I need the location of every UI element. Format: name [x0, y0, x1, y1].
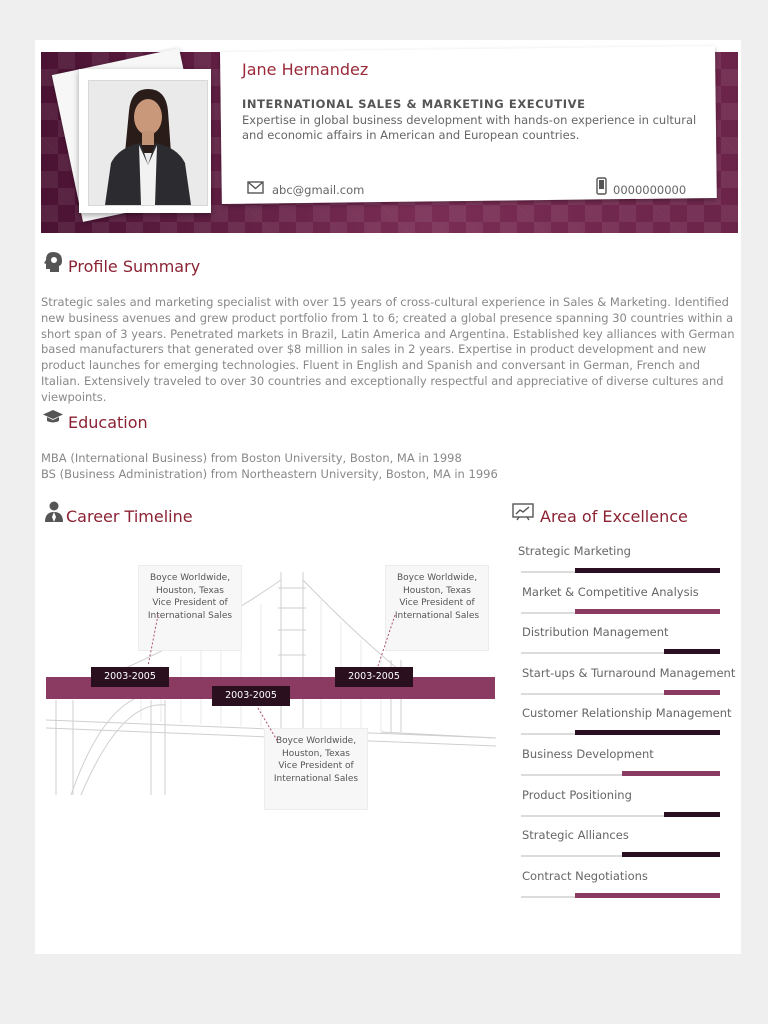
profile-summary-text: Strategic sales and marketing specialist with over 15 years of cross-cultural experience in Sales & Marketing. Identified new business avenues and grew product portfolio from 1 to 6; created a global presence spanning 30 countries within a short span of 3 years. Penetrated markets in Brazil, Latin America and Argentina. Established key alliances with German based manufacturers that generated over $8 million in sales in 2 years. Expertise in product development and new product launches for emerging technologies. Fluent in English and Spanish and conversant in German, French and Italian. Extensively traveled to over 30 countries and exceptionally respectful and appreciative of diverse cultures and viewpoints.	[41, 295, 735, 404]
skill-bar-fill	[575, 609, 720, 614]
skill-label: Product Positioning	[522, 787, 632, 802]
skill-bar-fill	[575, 893, 720, 898]
skill-label: Strategic Marketing	[518, 544, 631, 558]
job-title: INTERNATIONAL SALES & MARKETING EXECUTIVE	[242, 97, 586, 111]
timeline-period-label: 2003-2005	[212, 686, 290, 706]
skill-bar-fill	[664, 649, 720, 654]
company-location: Houston, Texas	[155, 585, 224, 596]
skill-label: Strategic Alliances	[522, 828, 629, 843]
job-role: International Sales	[394, 610, 480, 621]
skill-bar-fill	[575, 568, 720, 573]
chart-icon	[512, 503, 534, 521]
skill-label: Distribution Management	[522, 625, 669, 640]
job-role: Vice President of	[152, 598, 228, 608]
area-of-excellence-heading: Area of Excellence	[540, 507, 688, 526]
company-location: Houston, Texas	[281, 748, 350, 759]
phone-number[interactable]: 0000000000	[613, 183, 687, 197]
skill-label: Start-ups & Turnaround Management	[522, 665, 736, 680]
skill-label: Contract Negotiations	[522, 868, 648, 883]
skill-label: Customer Relationship Management	[522, 706, 732, 721]
company-name: Boyce Worldwide,	[275, 736, 357, 746]
education-heading: Education	[68, 413, 148, 432]
skill-bar-fill	[575, 730, 720, 735]
timeline-period-label: 2003-2005	[335, 667, 413, 687]
skill-label: Market & Competitive Analysis	[522, 584, 699, 599]
job-role: Vice President of	[278, 761, 354, 771]
skill-bar-fill	[664, 690, 720, 695]
job-role: International Sales	[147, 610, 233, 621]
skill-bar-fill	[622, 852, 720, 857]
job-role: Vice President of	[399, 598, 475, 608]
skill-label: Business Development	[522, 747, 654, 761]
email-address[interactable]: abc@gmail.com	[272, 183, 365, 197]
company-name: Boyce Worldwide,	[149, 573, 231, 583]
skill-bar-fill	[664, 812, 720, 817]
timeline-period-label: 2003-2005	[91, 667, 169, 687]
education-item: BS (Business Administration) from Northeastern University, Boston, MA in 1996	[41, 467, 498, 481]
career-timeline-heading: Career Timeline	[66, 507, 193, 526]
company-location: Houston, Texas	[402, 585, 471, 596]
education-item: MBA (International Business) from Boston University, Boston, MA in 1998	[41, 451, 462, 465]
tagline: Expertise in global business development with hands-on experience in cultural and economic affairs in American and European countries.	[242, 113, 697, 142]
candidate-name: Jane Hernandez	[242, 60, 369, 79]
job-role: International Sales	[273, 773, 359, 784]
company-name: Boyce Worldwide,	[396, 573, 478, 583]
skill-bar-fill	[622, 771, 720, 776]
profile-summary-heading: Profile Summary	[68, 257, 201, 276]
